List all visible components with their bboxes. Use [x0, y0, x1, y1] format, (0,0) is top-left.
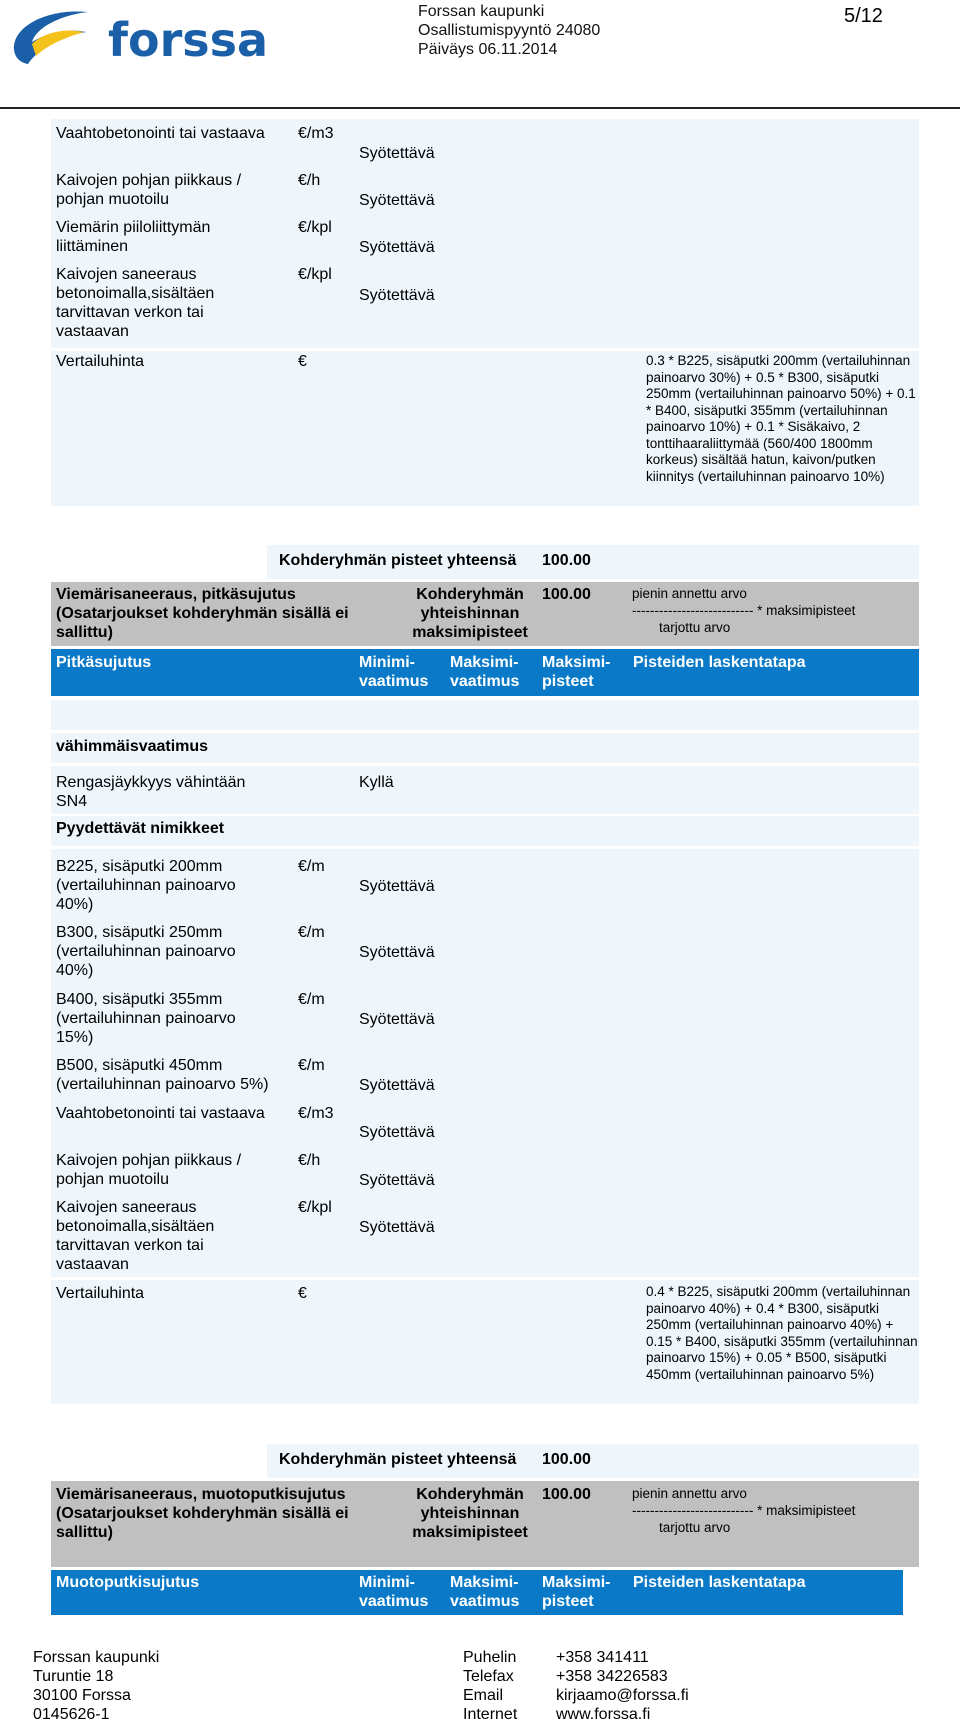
sec2-spacer-bg	[51, 700, 919, 730]
group3-formula-bottom: tarjottu arvo	[659, 1520, 731, 1535]
sec1-row-label: Vaahtobetonointi tai vastaava	[56, 125, 265, 142]
footer-postal: 30100 Forssa	[33, 1687, 131, 1704]
group2-formula-bottom: tarjottu arvo	[659, 620, 731, 635]
footer-phone-label: Puhelin	[463, 1649, 517, 1666]
sec2-row-unit: €/m	[298, 858, 325, 875]
sec1-row-unit: €/m3	[298, 125, 334, 142]
footer-email-link[interactable]: kirjaamo@forssa.fi	[556, 1687, 689, 1704]
total2-value: 100.00	[542, 1451, 591, 1468]
sec2-row-label: B300, sisäputki 250mm (vertailuhinnan painoarvo 40%)	[56, 924, 236, 979]
sec1-input-field[interactable]: Syötettävä	[359, 287, 435, 304]
forssa-logo	[8, 6, 298, 70]
footer-fax-label: Telefax	[463, 1668, 514, 1685]
sec2-row-unit: €/m3	[298, 1105, 334, 1122]
group3-bar-method: Pisteiden laskentatapa	[633, 1574, 806, 1591]
group2-max-label: Kohderyhmän yhteishinnan maksimipisteet	[412, 586, 528, 641]
group3-title: Viemärisaneeraus, muotoputkisujutus (Osatarjoukset kohderyhmän sisällä ei sallittu)	[56, 1486, 349, 1541]
sec2-row-label: B400, sisäputki 355mm (vertailuhinnan painoarvo 15%)	[56, 991, 236, 1046]
footer-fax: +358 34226583	[556, 1668, 668, 1685]
group2-title: Viemärisaneeraus, pitkäsujutus (Osatarjoukset kohderyhmän sisällä ei sallittu)	[56, 586, 349, 641]
sec1-row-label: Kaivojen pohjan piikkaus / pohjan muotoilu	[56, 172, 242, 208]
total2-label: Kohderyhmän pisteet yhteensä	[279, 1451, 517, 1468]
sec2-row-unit: €/m	[298, 991, 325, 1008]
group3-bar-points: Maksimi-pisteet	[542, 1574, 611, 1610]
sec2-row-label: Kaivojen saneeraus betonoimalla,sisältäen tarvittavan verkon tai vastaavan	[56, 1199, 215, 1273]
group3-formula-top: pienin annettu arvo	[632, 1486, 747, 1501]
sec2-input-field[interactable]: Syötettävä	[359, 1077, 435, 1094]
group3-bar-min: Minimi-vaatimus	[359, 1574, 429, 1610]
sec2-minreq-heading: vähimmäisvaatimus	[56, 738, 209, 755]
sec1-row-label: Viemärin piiloliittymän liittäminen	[56, 219, 211, 255]
sec1-input-field[interactable]: Syötettävä	[359, 192, 435, 209]
group2-max-value: 100.00	[542, 586, 591, 603]
sec1-input-field[interactable]: Syötettävä	[359, 145, 435, 162]
group2-bar-max: Maksimi-vaatimus	[450, 654, 520, 690]
sec1-vertailu-formula: 0.3 * B225, sisäputki 200mm (vertailuhinnan painoarvo 30%) + 0.5 * B300, sisäputki 250mm (vertailuhinnan painoarvo 50%) + 0.1 * B400, sisäputki 355mm (vertailuhinnan painoarvo 10%) + 0.1 * Sisäkaivo, 2 tonttihaaraliittymää (560/400 1800mm korkeus) sisältää hatun, kaivon/putken kiinnitys (vertailuhinnan painoarvo 10%)	[646, 353, 916, 484]
page-number: 5/12	[844, 5, 883, 27]
group3-max-value: 100.00	[542, 1486, 591, 1503]
header-org: Forssan kaupunki	[418, 3, 545, 20]
sec2-input-field[interactable]: Syötettävä	[359, 1219, 435, 1236]
sec1-input-field[interactable]: Syötettävä	[359, 239, 435, 256]
sec2-row-label: Vaahtobetonointi tai vastaava	[56, 1105, 265, 1122]
group2-formula-mid: --------------------------- * maksimipisteet	[632, 603, 856, 618]
sec2-input-field[interactable]: Syötettävä	[359, 878, 435, 895]
group2-bar-method: Pisteiden laskentatapa	[633, 654, 806, 671]
footer-address: Turuntie 18	[33, 1668, 114, 1685]
group3-max-label: Kohderyhmän yhteishinnan maksimipisteet	[412, 1486, 528, 1541]
header-divider	[0, 107, 960, 109]
total1-label: Kohderyhmän pisteet yhteensä	[279, 552, 517, 569]
total1-value: 100.00	[542, 552, 591, 569]
header-date: Päiväys 06.11.2014	[418, 41, 558, 58]
group2-bar-points: Maksimi-pisteet	[542, 654, 611, 690]
footer-email-label: Email	[463, 1687, 504, 1704]
sec2-row-label: B500, sisäputki 450mm (vertailuhinnan painoarvo 5%)	[56, 1057, 269, 1093]
sec2-req-label: Rengasjäykkyys vähintään SN4	[56, 774, 246, 810]
group2-bar-name: Pitkäsujutus	[56, 654, 152, 671]
sec2-items-heading: Pyydettävät nimikkeet	[56, 820, 225, 837]
group2-bar-min: Minimi-vaatimus	[359, 654, 429, 690]
sec2-input-field[interactable]: Syötettävä	[359, 1124, 435, 1141]
sec2-row-unit: €/h	[298, 1152, 321, 1169]
sec2-req-value: Kyllä	[359, 774, 394, 791]
footer-website-link[interactable]: www.forssa.fi	[556, 1706, 651, 1723]
footer-internet-label: Internet	[463, 1706, 518, 1723]
sec2-input-field[interactable]: Syötettävä	[359, 944, 435, 961]
sec2-input-field[interactable]: Syötettävä	[359, 1011, 435, 1028]
footer-business-id: 0145626-1	[33, 1706, 110, 1723]
header-doc: Osallistumispyyntö 24080	[418, 22, 601, 39]
sec1-vertailu-label: Vertailuhinta	[56, 353, 145, 370]
sec1-vertailu-unit: €	[298, 353, 307, 370]
sec2-vertailu-label: Vertailuhinta	[56, 1285, 145, 1302]
sec1-row-unit: €/kpl	[298, 266, 332, 283]
footer-phone: +358 341411	[556, 1649, 649, 1666]
sec2-input-field[interactable]: Syötettävä	[359, 1172, 435, 1189]
group2-formula-top: pienin annettu arvo	[632, 586, 747, 601]
sec2-row-label: Kaivojen pohjan piikkaus / pohjan muotoilu	[56, 1152, 242, 1188]
logo-wordmark: forssa	[108, 13, 269, 67]
sec2-row-unit: €/m	[298, 1057, 325, 1074]
sec1-row-label: Kaivojen saneeraus betonoimalla,sisältäen tarvittavan verkon tai vastaavan	[56, 266, 215, 340]
sec1-row-unit: €/kpl	[298, 219, 332, 236]
sec2-row-unit: €/kpl	[298, 1199, 332, 1216]
group3-formula-mid: --------------------------- * maksimipisteet	[632, 1503, 856, 1518]
sec2-row-label: B225, sisäputki 200mm (vertailuhinnan painoarvo 40%)	[56, 858, 236, 913]
sec1-row-unit: €/h	[298, 172, 321, 189]
group3-bar-max: Maksimi-vaatimus	[450, 1574, 520, 1610]
group3-bar-name: Muotoputkisujutus	[56, 1574, 200, 1591]
footer-org: Forssan kaupunki	[33, 1649, 160, 1666]
sec2-vertailu-formula: 0.4 * B225, sisäputki 200mm (vertailuhinnan painoarvo 40%) + 0.4 * B300, sisäputki 250mm (vertailuhinnan painoarvo 40%) + 0.15 * B400, sisäputki 355mm (vertailuhinnan painoarvo 15%) + 0.05 * B500, sisäputki 450mm (vertailuhinnan painoarvo 5%)	[646, 1284, 918, 1382]
sec2-row-unit: €/m	[298, 924, 325, 941]
sec2-vertailu-unit: €	[298, 1285, 307, 1302]
